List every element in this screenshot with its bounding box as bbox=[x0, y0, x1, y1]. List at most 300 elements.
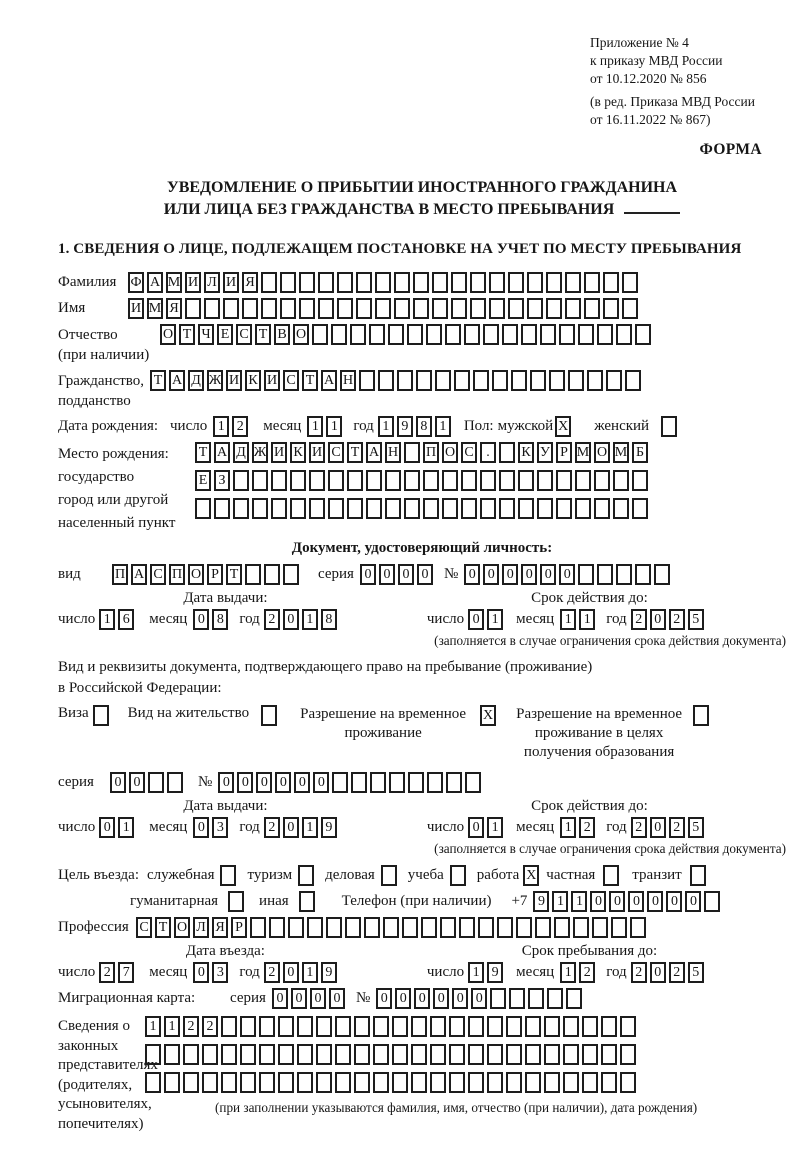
char-cell[interactable] bbox=[502, 324, 518, 345]
char-cell[interactable] bbox=[328, 498, 344, 519]
char-cell[interactable]: Л bbox=[193, 917, 209, 938]
char-cell[interactable] bbox=[468, 1072, 484, 1093]
char-cell[interactable] bbox=[483, 324, 499, 345]
char-cell[interactable]: 1 bbox=[213, 416, 229, 437]
char-cell[interactable]: 0 bbox=[666, 891, 682, 912]
char-cell[interactable] bbox=[307, 917, 323, 938]
char-cell[interactable] bbox=[508, 272, 524, 293]
char-cell[interactable] bbox=[582, 1016, 598, 1037]
char-cell[interactable] bbox=[359, 370, 375, 391]
char-cell[interactable]: А bbox=[214, 442, 230, 463]
char-cell[interactable] bbox=[587, 370, 603, 391]
char-cell[interactable] bbox=[290, 498, 306, 519]
char-cell[interactable] bbox=[449, 1072, 465, 1093]
char-cell[interactable] bbox=[221, 1044, 237, 1065]
char-cell[interactable] bbox=[527, 298, 543, 319]
char-cell[interactable]: Д bbox=[233, 442, 249, 463]
char-cell[interactable] bbox=[373, 1044, 389, 1065]
char-cell[interactable]: Р bbox=[207, 564, 223, 585]
char-cell[interactable] bbox=[603, 298, 619, 319]
char-cell[interactable] bbox=[252, 498, 268, 519]
char-cell[interactable] bbox=[375, 298, 391, 319]
char-cell[interactable]: П bbox=[423, 442, 439, 463]
char-cell[interactable] bbox=[565, 298, 581, 319]
char-cell[interactable] bbox=[318, 298, 334, 319]
char-cell[interactable] bbox=[622, 298, 638, 319]
char-cell[interactable] bbox=[430, 1016, 446, 1037]
char-cell[interactable] bbox=[312, 324, 328, 345]
char-cell[interactable]: 0 bbox=[590, 891, 606, 912]
char-cell[interactable] bbox=[530, 370, 546, 391]
char-cell[interactable] bbox=[423, 498, 439, 519]
char-cell[interactable] bbox=[185, 298, 201, 319]
char-cell[interactable] bbox=[535, 917, 551, 938]
char-cell[interactable]: А bbox=[131, 564, 147, 585]
char-cell[interactable] bbox=[271, 470, 287, 491]
char-cell[interactable]: 0 bbox=[129, 772, 145, 793]
char-cell[interactable] bbox=[540, 324, 556, 345]
char-cell[interactable] bbox=[383, 917, 399, 938]
char-cell[interactable] bbox=[233, 498, 249, 519]
char-cell[interactable] bbox=[347, 470, 363, 491]
char-cell[interactable] bbox=[592, 917, 608, 938]
char-cell[interactable] bbox=[654, 564, 670, 585]
char-cell[interactable]: 1 bbox=[118, 817, 134, 838]
char-cell[interactable] bbox=[563, 1016, 579, 1037]
char-cell[interactable]: 1 bbox=[302, 817, 318, 838]
char-cell[interactable] bbox=[573, 917, 589, 938]
char-cell[interactable] bbox=[492, 370, 508, 391]
purpose-work-checkbox[interactable]: X bbox=[523, 865, 539, 886]
char-cell[interactable] bbox=[578, 324, 594, 345]
char-cell[interactable] bbox=[516, 917, 532, 938]
char-cell[interactable]: 0 bbox=[294, 772, 310, 793]
char-cell[interactable]: И bbox=[226, 370, 242, 391]
char-cell[interactable] bbox=[250, 917, 266, 938]
char-cell[interactable]: 0 bbox=[452, 988, 468, 1009]
edu-residence-permit-checkbox[interactable] bbox=[693, 705, 709, 726]
temp-residence-permit-checkbox[interactable]: X bbox=[480, 705, 496, 726]
char-cell[interactable] bbox=[470, 272, 486, 293]
char-cell[interactable] bbox=[392, 1044, 408, 1065]
char-cell[interactable] bbox=[544, 1016, 560, 1037]
char-cell[interactable] bbox=[556, 470, 572, 491]
char-cell[interactable] bbox=[525, 1044, 541, 1065]
char-cell[interactable]: Т bbox=[155, 917, 171, 938]
char-cell[interactable] bbox=[468, 1016, 484, 1037]
char-cell[interactable] bbox=[354, 1072, 370, 1093]
char-cell[interactable] bbox=[489, 298, 505, 319]
char-cell[interactable] bbox=[451, 298, 467, 319]
char-cell[interactable]: Р bbox=[231, 917, 247, 938]
char-cell[interactable] bbox=[511, 370, 527, 391]
char-cell[interactable] bbox=[632, 498, 648, 519]
char-cell[interactable]: Я bbox=[166, 298, 182, 319]
char-cell[interactable] bbox=[559, 324, 575, 345]
char-cell[interactable]: Т bbox=[255, 324, 271, 345]
purpose-other-checkbox[interactable] bbox=[299, 891, 315, 912]
purpose-private-checkbox[interactable] bbox=[603, 865, 619, 886]
char-cell[interactable]: 0 bbox=[414, 988, 430, 1009]
char-cell[interactable] bbox=[620, 1072, 636, 1093]
char-cell[interactable] bbox=[546, 272, 562, 293]
char-cell[interactable]: Н bbox=[385, 442, 401, 463]
char-cell[interactable] bbox=[556, 498, 572, 519]
char-cell[interactable] bbox=[245, 564, 261, 585]
char-cell[interactable] bbox=[299, 272, 315, 293]
char-cell[interactable]: О bbox=[160, 324, 176, 345]
char-cell[interactable]: 8 bbox=[416, 416, 432, 437]
char-cell[interactable] bbox=[332, 772, 348, 793]
char-cell[interactable] bbox=[630, 917, 646, 938]
char-cell[interactable] bbox=[356, 298, 372, 319]
char-cell[interactable]: 1 bbox=[302, 962, 318, 983]
char-cell[interactable]: 2 bbox=[264, 609, 280, 630]
char-cell[interactable] bbox=[269, 917, 285, 938]
purpose-official-checkbox[interactable] bbox=[220, 865, 236, 886]
char-cell[interactable] bbox=[487, 1016, 503, 1037]
char-cell[interactable]: Е bbox=[217, 324, 233, 345]
char-cell[interactable] bbox=[489, 272, 505, 293]
char-cell[interactable]: 0 bbox=[468, 609, 484, 630]
char-cell[interactable] bbox=[261, 272, 277, 293]
char-cell[interactable] bbox=[309, 470, 325, 491]
char-cell[interactable] bbox=[331, 324, 347, 345]
char-cell[interactable] bbox=[601, 1044, 617, 1065]
char-cell[interactable]: 1 bbox=[378, 416, 394, 437]
char-cell[interactable]: М bbox=[613, 442, 629, 463]
char-cell[interactable] bbox=[297, 1016, 313, 1037]
char-cell[interactable]: Т bbox=[226, 564, 242, 585]
char-cell[interactable]: 0 bbox=[193, 609, 209, 630]
char-cell[interactable] bbox=[568, 370, 584, 391]
char-cell[interactable]: 0 bbox=[275, 772, 291, 793]
char-cell[interactable]: 1 bbox=[560, 817, 576, 838]
char-cell[interactable]: 0 bbox=[609, 891, 625, 912]
char-cell[interactable]: 1 bbox=[560, 962, 576, 983]
char-cell[interactable] bbox=[354, 1044, 370, 1065]
sex-female-checkbox[interactable] bbox=[661, 416, 677, 437]
char-cell[interactable]: И bbox=[264, 370, 280, 391]
char-cell[interactable]: 1 bbox=[326, 416, 342, 437]
char-cell[interactable] bbox=[537, 470, 553, 491]
char-cell[interactable]: И bbox=[128, 298, 144, 319]
char-cell[interactable] bbox=[316, 1072, 332, 1093]
char-cell[interactable] bbox=[261, 298, 277, 319]
purpose-study-checkbox[interactable] bbox=[450, 865, 466, 886]
char-cell[interactable]: 1 bbox=[487, 609, 503, 630]
char-cell[interactable]: 0 bbox=[313, 772, 329, 793]
char-cell[interactable]: 0 bbox=[283, 817, 299, 838]
char-cell[interactable]: 1 bbox=[145, 1016, 161, 1037]
char-cell[interactable]: 0 bbox=[218, 772, 234, 793]
char-cell[interactable]: И bbox=[185, 272, 201, 293]
char-cell[interactable] bbox=[432, 298, 448, 319]
char-cell[interactable] bbox=[370, 772, 386, 793]
char-cell[interactable]: 0 bbox=[540, 564, 556, 585]
char-cell[interactable] bbox=[392, 1016, 408, 1037]
char-cell[interactable]: 0 bbox=[502, 564, 518, 585]
char-cell[interactable] bbox=[635, 324, 651, 345]
char-cell[interactable] bbox=[461, 470, 477, 491]
char-cell[interactable]: 1 bbox=[487, 817, 503, 838]
char-cell[interactable]: Ж bbox=[207, 370, 223, 391]
char-cell[interactable]: 0 bbox=[237, 772, 253, 793]
char-cell[interactable]: 5 bbox=[688, 962, 704, 983]
char-cell[interactable]: К bbox=[245, 370, 261, 391]
char-cell[interactable] bbox=[597, 564, 613, 585]
char-cell[interactable] bbox=[430, 1044, 446, 1065]
char-cell[interactable]: К bbox=[290, 442, 306, 463]
char-cell[interactable]: 0 bbox=[291, 988, 307, 1009]
char-cell[interactable]: А bbox=[366, 442, 382, 463]
char-cell[interactable]: Т bbox=[302, 370, 318, 391]
char-cell[interactable] bbox=[240, 1016, 256, 1037]
char-cell[interactable]: 2 bbox=[631, 962, 647, 983]
char-cell[interactable] bbox=[202, 1044, 218, 1065]
char-cell[interactable]: 0 bbox=[628, 891, 644, 912]
char-cell[interactable] bbox=[309, 498, 325, 519]
char-cell[interactable]: 0 bbox=[647, 891, 663, 912]
char-cell[interactable]: 2 bbox=[183, 1016, 199, 1037]
char-cell[interactable] bbox=[480, 498, 496, 519]
char-cell[interactable] bbox=[385, 470, 401, 491]
char-cell[interactable] bbox=[364, 917, 380, 938]
char-cell[interactable]: М bbox=[147, 298, 163, 319]
char-cell[interactable]: 0 bbox=[376, 988, 392, 1009]
char-cell[interactable]: 8 bbox=[212, 609, 228, 630]
char-cell[interactable] bbox=[606, 370, 622, 391]
char-cell[interactable]: 2 bbox=[579, 962, 595, 983]
char-cell[interactable]: 2 bbox=[669, 609, 685, 630]
char-cell[interactable] bbox=[549, 370, 565, 391]
char-cell[interactable]: 2 bbox=[232, 416, 248, 437]
char-cell[interactable]: Ф bbox=[128, 272, 144, 293]
char-cell[interactable]: М bbox=[575, 442, 591, 463]
char-cell[interactable]: 2 bbox=[579, 817, 595, 838]
char-cell[interactable] bbox=[616, 564, 632, 585]
char-cell[interactable] bbox=[204, 298, 220, 319]
char-cell[interactable]: О bbox=[188, 564, 204, 585]
char-cell[interactable]: Д bbox=[188, 370, 204, 391]
char-cell[interactable]: Ч bbox=[198, 324, 214, 345]
char-cell[interactable] bbox=[582, 1044, 598, 1065]
char-cell[interactable] bbox=[525, 1016, 541, 1037]
char-cell[interactable] bbox=[335, 1016, 351, 1037]
char-cell[interactable]: 1 bbox=[307, 416, 323, 437]
char-cell[interactable]: 0 bbox=[283, 962, 299, 983]
char-cell[interactable]: 2 bbox=[202, 1016, 218, 1037]
char-cell[interactable] bbox=[252, 470, 268, 491]
char-cell[interactable] bbox=[518, 470, 534, 491]
char-cell[interactable] bbox=[603, 272, 619, 293]
char-cell[interactable] bbox=[242, 298, 258, 319]
char-cell[interactable]: 0 bbox=[650, 817, 666, 838]
char-cell[interactable] bbox=[442, 498, 458, 519]
char-cell[interactable] bbox=[427, 772, 443, 793]
char-cell[interactable] bbox=[316, 1044, 332, 1065]
char-cell[interactable] bbox=[445, 324, 461, 345]
char-cell[interactable] bbox=[575, 498, 591, 519]
char-cell[interactable]: 5 bbox=[688, 817, 704, 838]
char-cell[interactable]: 0 bbox=[193, 817, 209, 838]
char-cell[interactable] bbox=[546, 298, 562, 319]
char-cell[interactable]: И bbox=[309, 442, 325, 463]
char-cell[interactable] bbox=[566, 988, 582, 1009]
char-cell[interactable] bbox=[385, 498, 401, 519]
char-cell[interactable] bbox=[597, 324, 613, 345]
char-cell[interactable]: Т bbox=[195, 442, 211, 463]
char-cell[interactable]: 0 bbox=[310, 988, 326, 1009]
char-cell[interactable] bbox=[464, 324, 480, 345]
char-cell[interactable] bbox=[318, 272, 334, 293]
char-cell[interactable]: Т bbox=[347, 442, 363, 463]
char-cell[interactable] bbox=[411, 1016, 427, 1037]
char-cell[interactable] bbox=[373, 1016, 389, 1037]
char-cell[interactable] bbox=[354, 1016, 370, 1037]
char-cell[interactable]: 2 bbox=[264, 962, 280, 983]
char-cell[interactable] bbox=[435, 370, 451, 391]
visa-checkbox[interactable] bbox=[93, 705, 109, 726]
char-cell[interactable]: 1 bbox=[99, 609, 115, 630]
char-cell[interactable]: О bbox=[293, 324, 309, 345]
char-cell[interactable] bbox=[351, 772, 367, 793]
char-cell[interactable] bbox=[544, 1044, 560, 1065]
char-cell[interactable] bbox=[480, 470, 496, 491]
char-cell[interactable]: 3 bbox=[212, 817, 228, 838]
char-cell[interactable]: 7 bbox=[118, 962, 134, 983]
char-cell[interactable] bbox=[449, 1016, 465, 1037]
char-cell[interactable]: 9 bbox=[487, 962, 503, 983]
char-cell[interactable] bbox=[233, 470, 249, 491]
char-cell[interactable]: Т bbox=[150, 370, 166, 391]
char-cell[interactable] bbox=[459, 917, 475, 938]
char-cell[interactable] bbox=[635, 564, 651, 585]
char-cell[interactable] bbox=[470, 298, 486, 319]
char-cell[interactable] bbox=[413, 298, 429, 319]
char-cell[interactable] bbox=[397, 370, 413, 391]
char-cell[interactable]: 8 bbox=[321, 609, 337, 630]
char-cell[interactable] bbox=[594, 470, 610, 491]
char-cell[interactable]: 0 bbox=[685, 891, 701, 912]
char-cell[interactable] bbox=[613, 470, 629, 491]
char-cell[interactable] bbox=[613, 498, 629, 519]
char-cell[interactable]: А bbox=[321, 370, 337, 391]
char-cell[interactable] bbox=[465, 772, 481, 793]
char-cell[interactable] bbox=[297, 1044, 313, 1065]
char-cell[interactable] bbox=[508, 298, 524, 319]
char-cell[interactable] bbox=[544, 1072, 560, 1093]
char-cell[interactable]: В bbox=[274, 324, 290, 345]
char-cell[interactable]: 0 bbox=[283, 609, 299, 630]
char-cell[interactable] bbox=[468, 1044, 484, 1065]
char-cell[interactable] bbox=[411, 1044, 427, 1065]
char-cell[interactable] bbox=[432, 272, 448, 293]
char-cell[interactable] bbox=[278, 1016, 294, 1037]
char-cell[interactable]: 0 bbox=[110, 772, 126, 793]
char-cell[interactable]: 0 bbox=[433, 988, 449, 1009]
char-cell[interactable]: 2 bbox=[669, 817, 685, 838]
char-cell[interactable]: 1 bbox=[579, 609, 595, 630]
char-cell[interactable]: Т bbox=[179, 324, 195, 345]
char-cell[interactable]: 3 bbox=[212, 962, 228, 983]
char-cell[interactable]: 0 bbox=[650, 609, 666, 630]
char-cell[interactable] bbox=[449, 1044, 465, 1065]
char-cell[interactable] bbox=[416, 370, 432, 391]
char-cell[interactable] bbox=[499, 442, 515, 463]
char-cell[interactable] bbox=[506, 1016, 522, 1037]
char-cell[interactable] bbox=[554, 917, 570, 938]
char-cell[interactable]: С bbox=[283, 370, 299, 391]
char-cell[interactable]: 0 bbox=[417, 564, 433, 585]
char-cell[interactable] bbox=[440, 917, 456, 938]
char-cell[interactable] bbox=[202, 1072, 218, 1093]
char-cell[interactable]: Ж bbox=[252, 442, 268, 463]
char-cell[interactable]: 2 bbox=[264, 817, 280, 838]
char-cell[interactable]: 1 bbox=[560, 609, 576, 630]
char-cell[interactable]: А bbox=[169, 370, 185, 391]
char-cell[interactable]: 0 bbox=[99, 817, 115, 838]
char-cell[interactable]: 0 bbox=[468, 817, 484, 838]
char-cell[interactable] bbox=[413, 272, 429, 293]
char-cell[interactable] bbox=[430, 1072, 446, 1093]
char-cell[interactable]: 2 bbox=[669, 962, 685, 983]
char-cell[interactable] bbox=[584, 272, 600, 293]
char-cell[interactable] bbox=[183, 1072, 199, 1093]
char-cell[interactable] bbox=[366, 498, 382, 519]
char-cell[interactable]: 0 bbox=[471, 988, 487, 1009]
char-cell[interactable] bbox=[195, 498, 211, 519]
char-cell[interactable]: С bbox=[461, 442, 477, 463]
char-cell[interactable] bbox=[316, 1016, 332, 1037]
char-cell[interactable] bbox=[264, 564, 280, 585]
char-cell[interactable] bbox=[601, 1016, 617, 1037]
char-cell[interactable]: М bbox=[166, 272, 182, 293]
char-cell[interactable]: Я bbox=[212, 917, 228, 938]
char-cell[interactable] bbox=[280, 272, 296, 293]
char-cell[interactable] bbox=[221, 1016, 237, 1037]
char-cell[interactable] bbox=[366, 470, 382, 491]
char-cell[interactable] bbox=[565, 272, 581, 293]
char-cell[interactable]: 1 bbox=[552, 891, 568, 912]
char-cell[interactable] bbox=[582, 1072, 598, 1093]
char-cell[interactable] bbox=[345, 917, 361, 938]
char-cell[interactable] bbox=[288, 917, 304, 938]
char-cell[interactable] bbox=[326, 917, 342, 938]
char-cell[interactable] bbox=[578, 564, 594, 585]
char-cell[interactable] bbox=[404, 442, 420, 463]
char-cell[interactable]: 6 bbox=[118, 609, 134, 630]
char-cell[interactable] bbox=[407, 324, 423, 345]
char-cell[interactable]: 1 bbox=[571, 891, 587, 912]
char-cell[interactable] bbox=[478, 917, 494, 938]
char-cell[interactable]: 1 bbox=[164, 1016, 180, 1037]
char-cell[interactable]: . bbox=[480, 442, 496, 463]
char-cell[interactable]: 0 bbox=[379, 564, 395, 585]
char-cell[interactable] bbox=[611, 917, 627, 938]
char-cell[interactable] bbox=[594, 498, 610, 519]
char-cell[interactable]: П bbox=[112, 564, 128, 585]
char-cell[interactable] bbox=[388, 324, 404, 345]
char-cell[interactable]: 5 bbox=[688, 609, 704, 630]
char-cell[interactable] bbox=[328, 470, 344, 491]
char-cell[interactable] bbox=[454, 370, 470, 391]
char-cell[interactable] bbox=[394, 272, 410, 293]
char-cell[interactable] bbox=[411, 1072, 427, 1093]
char-cell[interactable]: У bbox=[537, 442, 553, 463]
char-cell[interactable]: С bbox=[236, 324, 252, 345]
char-cell[interactable] bbox=[389, 772, 405, 793]
